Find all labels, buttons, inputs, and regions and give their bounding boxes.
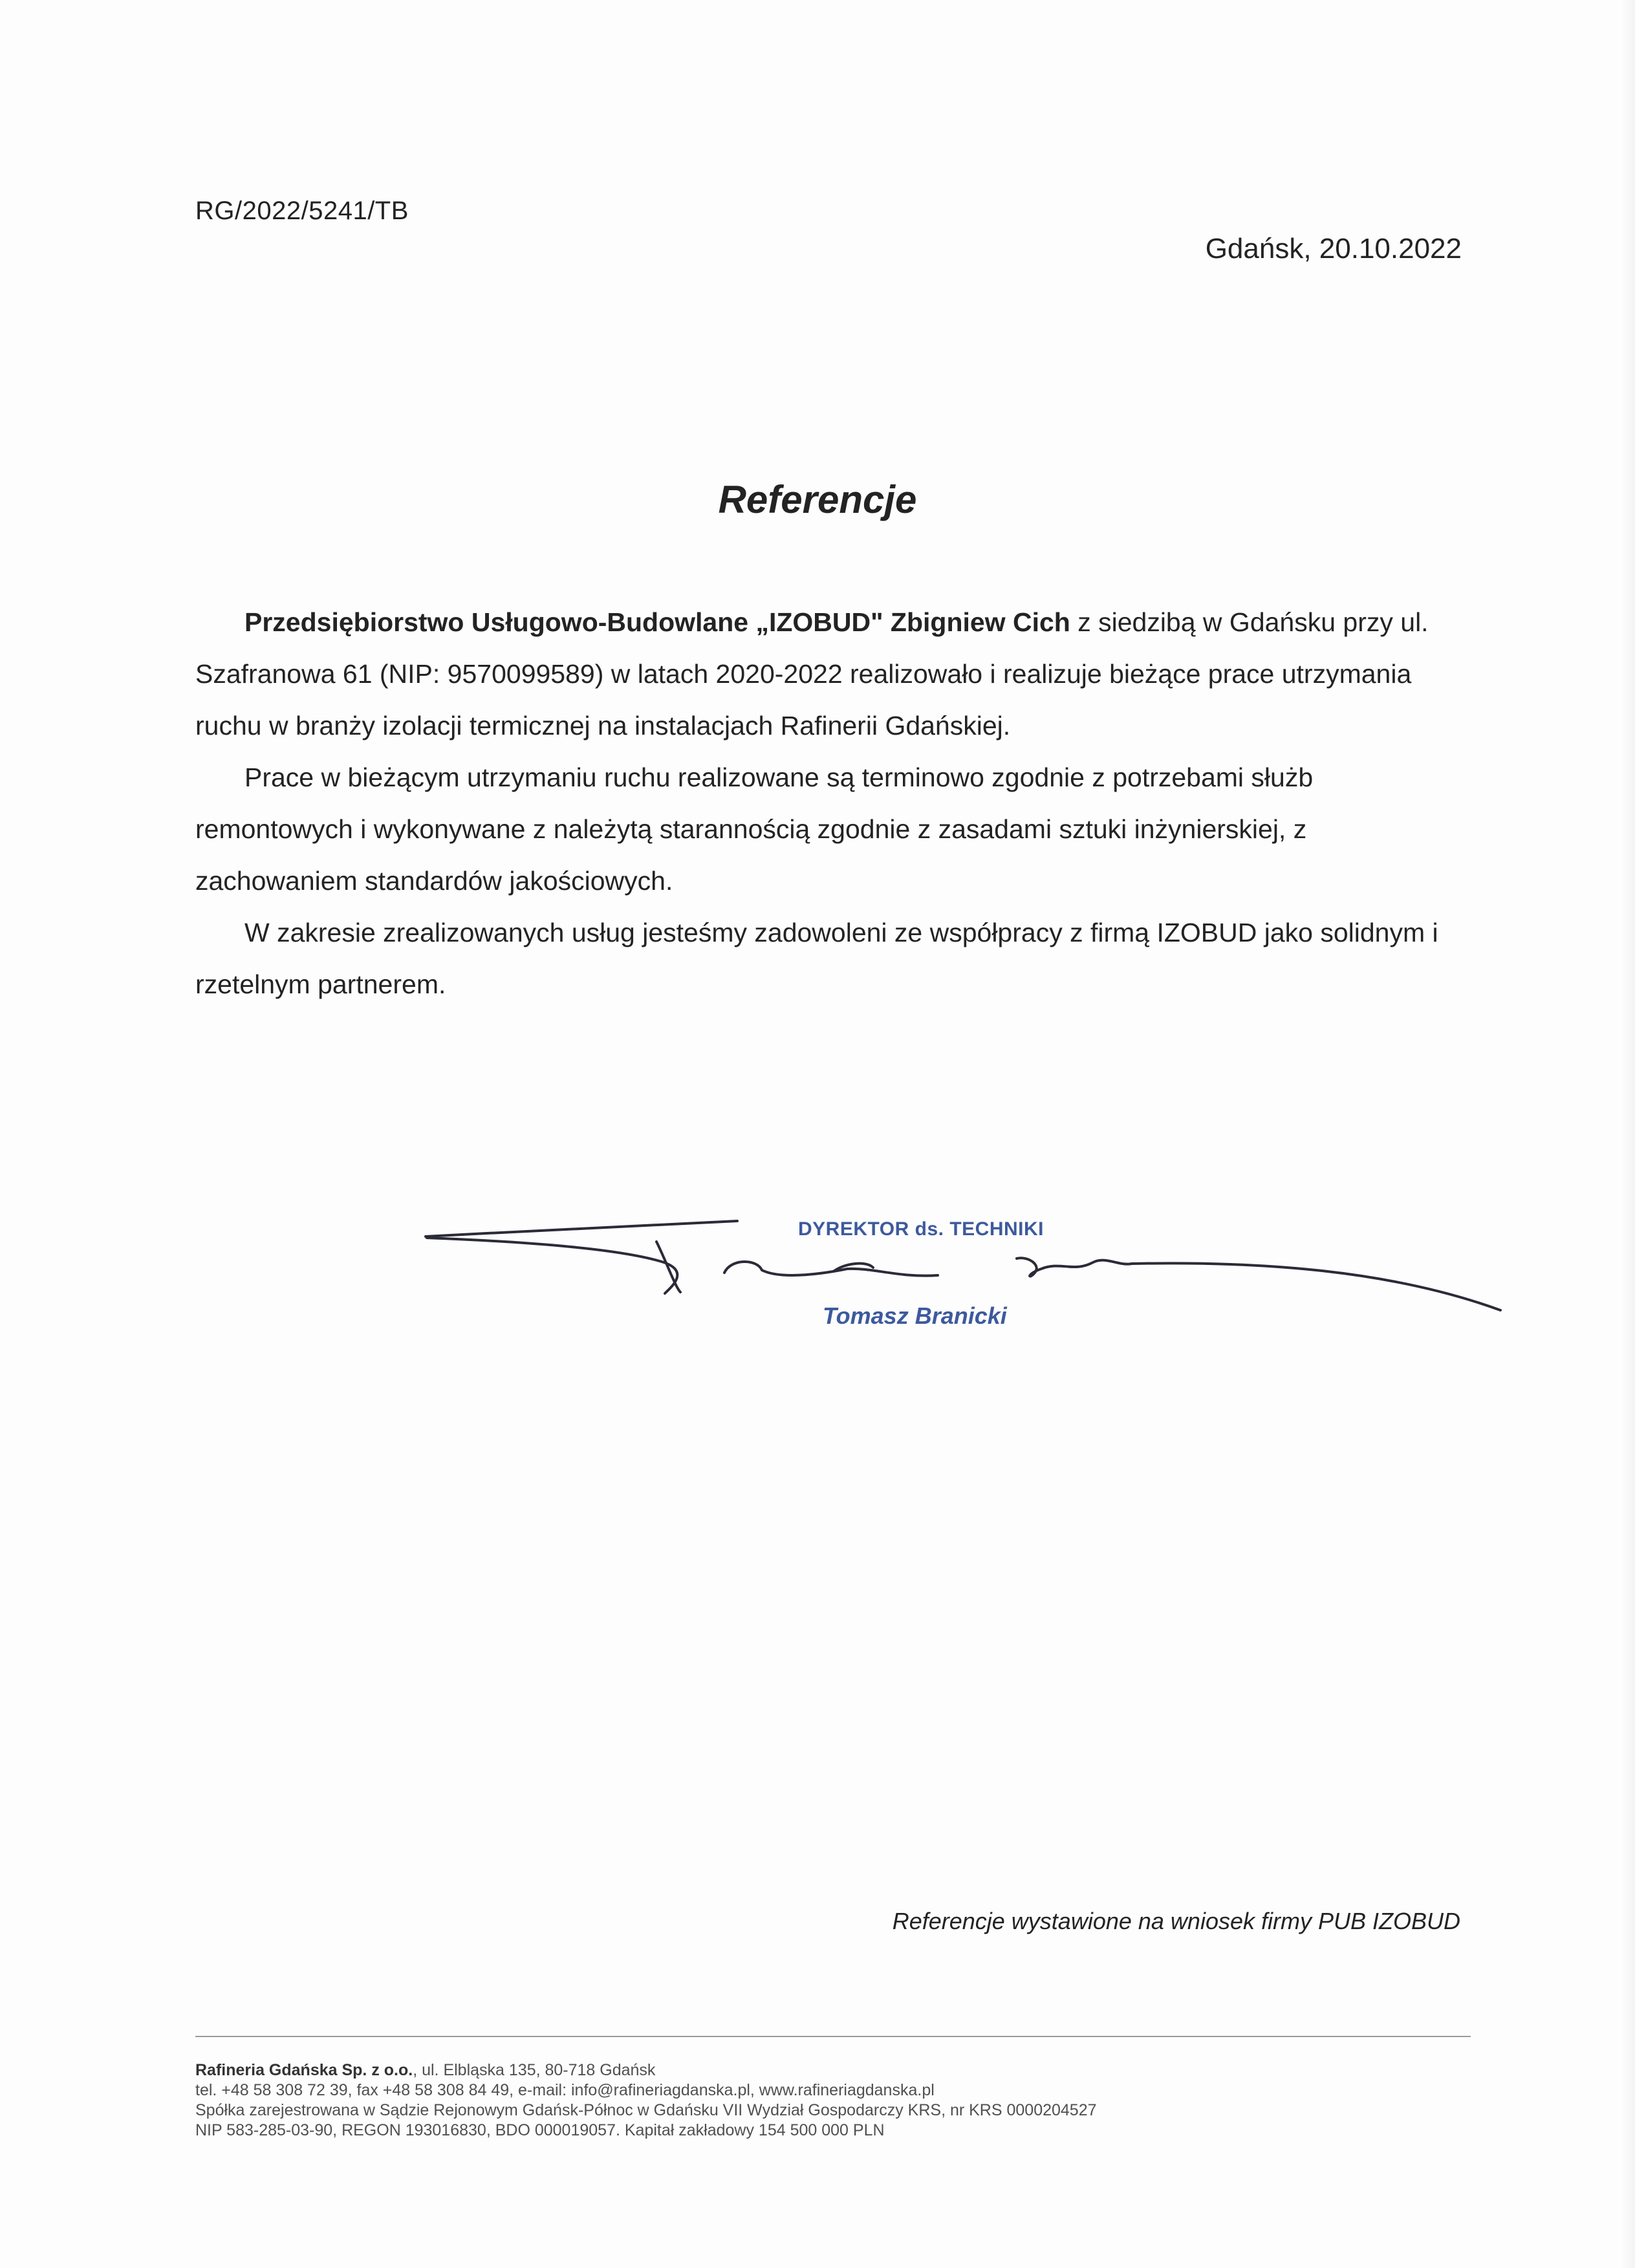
reference-number: RG/2022/5241/TB bbox=[195, 197, 409, 225]
document-title: Referencje bbox=[718, 478, 917, 521]
footer-registration: Spółka zarejestrowana w Sądzie Rejonowym Gdańsk-Północ w Gdańsku VII Wydział Gospodarczy KRS, nr KRS 0000204527 bbox=[195, 2101, 1097, 2119]
footer-ids: NIP 583-285-03-90, REGON 193016830, BDO 000019057. Kapitał zakładowy 154 500 000 PLN bbox=[195, 2121, 885, 2139]
place-date: Gdańsk, 20.10.2022 bbox=[1205, 233, 1462, 265]
footer-divider bbox=[195, 2036, 1471, 2037]
paragraph-3: W zakresie zrealizowanych usług jesteśmy zadowoleni ze współpracy z firmą IZOBUD jako solidnym i rzetelnym partnerem. bbox=[195, 918, 1438, 999]
issued-note: Referencje wystawione na wniosek firmy PUB IZOBUD bbox=[892, 1908, 1460, 1934]
footer-company-line bbox=[195, 2060, 1097, 2080]
stamp-name: Tomasz Branicki bbox=[823, 1302, 1007, 1329]
stamp-position: DYREKTOR ds. TECHNIKI bbox=[798, 1218, 1044, 1240]
paragraph-1 bbox=[195, 596, 1462, 751]
company-name: Przedsiębiorstwo Usługowo-Budowlane „IZOBUD" Zbigniew Cich bbox=[244, 607, 1070, 637]
footer-contact: tel. +48 58 308 72 39, fax +48 58 308 84 49, e-mail: info@rafineriagdanska.pl, www.rafineriagdanska.pl bbox=[195, 2081, 935, 2099]
paragraph-1-text: z siedzibą w Gdańsku przy ul. Szafranowa 61 (NIP: 9570099589) w latach 2020-2022 realizowało i realizuje bieżące prace utrzymania ruchu w branży izolacji termicznej na instalacjach Rafinerii Gdańskiej. bbox=[195, 607, 1429, 740]
footer-company-name: Rafineria Gdańska Sp. z o.o. bbox=[195, 2061, 413, 2079]
letter-body bbox=[195, 596, 1462, 1010]
paragraph-2: Prace w bieżącym utrzymaniu ruchu realizowane są terminowo zgodnie z potrzebami służb remontowych i wykonywane z należytą starannością zgodnie z zasadami sztuki inżynierskiej, z zachowaniem standardów jakościowych. bbox=[195, 762, 1314, 896]
footer bbox=[195, 2060, 1097, 2141]
page-edge bbox=[1618, 0, 1635, 2268]
footer-address: , ul. Elbląska 135, 80-718 Gdańsk bbox=[413, 2061, 656, 2079]
